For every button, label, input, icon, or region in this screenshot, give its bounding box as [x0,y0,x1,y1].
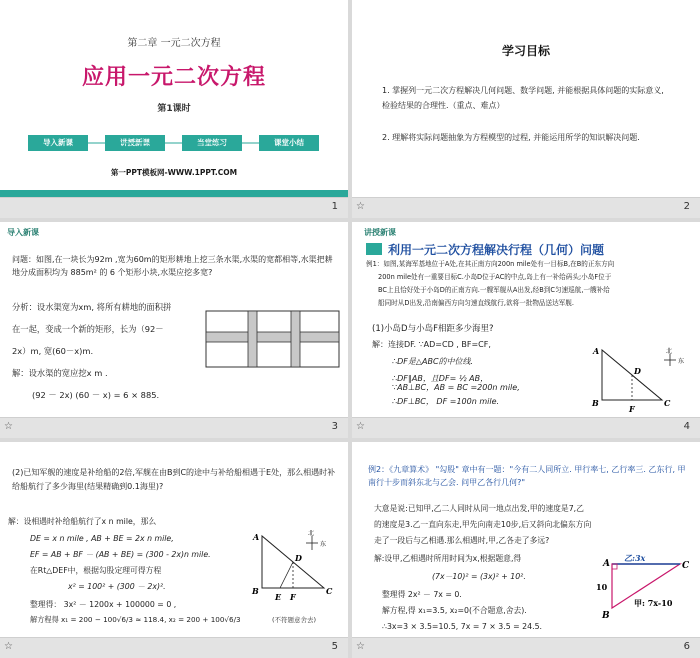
slide-4-tag: 讲授新课 [364,228,396,237]
s6-sol-1: 解:设甲,乙相遇时所用时间为x,根据题意,得 [374,554,522,563]
slide-5[interactable] [0,442,348,658]
slide-6-number: 6 [683,641,690,652]
label-a: A [253,532,260,542]
s5-line-4: 在Rt△DEF中，根据勾股定理可得方程 [30,566,162,575]
slide-2-title: 学习目标 [501,44,550,58]
slide-5-number: 5 [331,641,338,652]
s5-note: (不符题意舍去) [272,616,317,624]
nav-button-summary[interactable] [259,135,319,151]
slide-1-footer [0,197,348,218]
s5-line-7: 解方程得 x₁ = 200 − 100√6/3 ≈ 118.4, x₂ = 200 + 100√6/3 [30,615,241,624]
s5-line-6: 整理得： 3x² － 1200x + 100000 = 0 , [30,600,177,609]
nav-buttons [28,135,322,151]
label-f: F [629,404,635,414]
goal-2: 2. 理解将实际问题抽象为方程模型的过程, 并能运用所学的知识解决问题. [382,133,640,142]
slide-5-footer [0,637,348,658]
slide-1-title: 应用一元二次方程 [81,65,266,90]
sol-line-4: ∵AB⊥BC，AB = BC =200n mile, [392,383,520,392]
question-1: (1)小岛D与小岛F相距多少海里? [372,324,494,334]
label-b: B [252,586,259,596]
label-north: 北 [666,348,673,355]
sol-line-3: ∴DF∥AB，且DF= ½ AB， [392,374,489,383]
label-e: E [275,592,282,602]
s6-sol-5: ∴3x=3 × 3.5=10.5, 7x = 7 × 3.5 = 24.5. [382,622,543,631]
slide-4-footer [352,417,700,438]
s6-sol-2: (7x－10)² = (3x)² + 10². [432,572,526,581]
nav-button-intro-label: 导入新课 [43,138,73,147]
slide-4-heading: 利用一元二次方程解决行程（几何）问题 [388,243,605,257]
slide-1-lesson: 第1课时 [157,104,191,114]
label-f: F [290,592,296,602]
footer-star-icon: ☆ [356,201,365,212]
example-line-2: 200n mile处有一重要目标C.小岛D位于AC的中点,岛上有一补给码头;小岛F位于 [378,273,612,281]
meaning-3: 走了一段后与乙相遇.那么相遇时,甲,乙各走了多远? [374,536,550,545]
label-side-left: 10 [596,582,608,592]
slide-5-question: (2)已知军舰的速度是补给船的2倍,军舰在由B到C的途中与补给船相遇于E处，那么相遇时补给船航行了多少海里(结果精确到0.1海里)? [12,468,336,491]
solution-label: 解：设水渠的宽应挖x m . [12,368,108,378]
label-a: A [593,346,600,356]
label-b: B [602,611,610,621]
label-side-top: 乙:3x [624,554,646,563]
label-side-bottom: 甲: 7x-10 [634,598,673,608]
label-c: C [682,561,690,571]
footer-star-icon: ☆ [356,641,365,652]
label-north: 北 [308,530,315,537]
label-east: 东 [320,541,327,548]
meaning-1: 大意是说:已知甲,乙二人同时从同一地点出发,甲的速度是7,乙 [374,504,584,513]
s5-line-1: 解：设相遇时补给船航行了x n mile，那么 [8,517,157,526]
nav-button-summary-label: 课堂小结 [274,138,304,147]
triangle-figure-3 [590,554,695,628]
slide-1-site: 第一PPT模板网-WWW.1PPT.COM [110,168,238,177]
solution-equation: (92 － 2x) (60 － x) = 6 × 885. [32,390,160,400]
label-a: A [603,559,610,569]
slide-3-tag: 导入新课 [7,228,39,237]
field-figure [205,310,340,368]
nav-button-intro[interactable] [28,135,88,151]
slide-3-problem: 问题：如图,在一块长为92m ,宽为60m的矩形耕地上挖三条水渠,水渠的宽都相等,水渠把耕地分成面积均为 885m² 的 6 个矩形小块,水渠应挖多宽? [12,255,333,277]
slide-4[interactable] [352,222,700,438]
example-line-3: BC上且恰好处于小岛D的正南方向.一艘军舰从A出发,经B到C匀速巡航,一艘补给 [378,286,610,294]
slide-1-bottom-bar [0,190,348,197]
analysis-line-3: 2x）m, 宽(60－x)m. [12,346,94,356]
label-c: C [664,398,671,408]
sol-line-2: ∴DF是△ABC的中位线. [392,357,474,366]
triangle-figure-1 [590,344,690,414]
label-east: 东 [678,358,685,365]
slide-1-number: 1 [331,201,338,212]
slide-3[interactable] [0,222,348,438]
label-d: D [295,553,302,563]
slide-6[interactable] [352,442,700,658]
slide-1-chapter: 第二章 一元二次方程 [127,38,221,49]
slide-1[interactable] [0,0,348,218]
slide-4-number: 4 [683,421,690,432]
slide-2[interactable] [352,0,700,218]
analysis-line-1: 分析：设水渠宽为xm, 将所有耕地的面积拼 [12,302,172,312]
footer-star-icon: ☆ [4,641,13,652]
slide-3-number: 3 [331,421,338,432]
meaning-2: 的速度是3.乙一直向东走,甲先向南走10步,后又斜向北偏东方向 [374,520,592,529]
footer-star-icon: ☆ [4,421,13,432]
slide-6-example: 例2：《九章算术》 "勾股" 章中有一题："今有二人同所立. 甲行率七, 乙行率三. 乙东行, 甲南行十步而斜东北与乙会. 问甲乙各行几何?" [368,465,686,487]
example-line-4: 船同时从D出发,沿南偏西方向匀速直线航行,欲将一批物品送达军舰. [378,299,574,307]
slide-2-number: 2 [683,201,690,212]
example-line-1: 例1：如图,某海军基地位于A处,在其正南方向200n mile处有一目标B,在B的正东方向 [366,260,615,268]
s6-sol-3: 整理得 2x² － 7x = 0. [382,590,462,599]
s5-line-5: x² = 100² + (300 － 2x)². [68,582,166,591]
sol-line-1: 解：连接DF. ∵AD=CD , BF=CF, [372,340,491,349]
triangle-figure-2 [250,530,345,602]
slide-6-footer [352,637,700,658]
s5-line-3: EF = AB + BF － (AB + BE) = (300 - 2x)n mile. [30,550,211,559]
nav-connector-line [88,142,262,144]
analysis-line-2: 在一起，变成一个新的矩形，长为（92－ [12,324,164,334]
footer-star-icon: ☆ [356,421,365,432]
goal-1: 1. 掌握列一元二次方程解决几何问题、数学问题, 并能根据具体问题的实际意义, 检验结果的合理性.（重点、难点） [382,86,664,111]
s5-line-2: DE = x n mile , AB + BE = 2x n mile, [30,534,174,543]
slide-3-footer [0,417,348,438]
s6-sol-4: 解方程,得 x₁=3.5, x₂=0(不合题意,舍去). [382,606,527,615]
sol-line-5: ∴DF⊥BC， DF =100n mile. [392,397,500,406]
label-c: C [326,586,333,596]
label-b: B [592,398,599,408]
label-d: D [634,366,641,376]
slide-2-footer [352,197,700,218]
heading-bar-icon [366,243,382,255]
